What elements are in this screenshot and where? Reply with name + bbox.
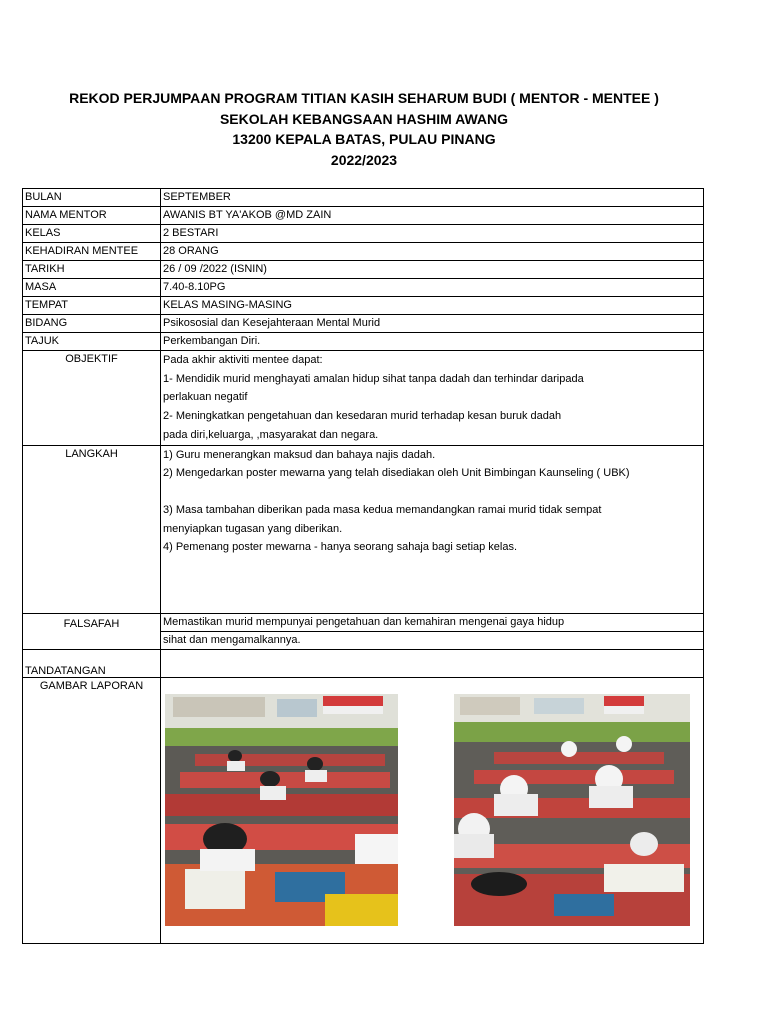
label-tajuk: TAJUK [23, 333, 161, 351]
value-bulan: SEPTEMBER [161, 189, 704, 207]
row-masa [23, 279, 704, 297]
label-masa: MASA [23, 279, 161, 297]
row-tajuk [23, 333, 704, 351]
value-tempat: KELAS MASING-MASING [161, 297, 704, 315]
row-bidang [23, 315, 704, 333]
value-objektif [161, 351, 704, 446]
objektif-line: 1- Mendidik murid menghayati amalan hidup sihat tanpa dadah dan terhindar daripada [163, 372, 584, 385]
label-mentor: NAMA MENTOR [23, 207, 161, 225]
value-falsafah-line-2: sihat dan mengamalkannya. [161, 631, 704, 649]
label-kelas: KELAS [23, 225, 161, 243]
row-kehadiran [23, 243, 704, 261]
row-tempat [23, 297, 704, 315]
objektif-line: Pada akhir aktiviti mentee dapat: [163, 354, 323, 366]
classroom-photo-1 [165, 694, 398, 926]
row-tandatangan [23, 649, 704, 677]
value-langkah [161, 445, 704, 613]
school-name: SEKOLAH KEBANGSAAN HASHIM AWANG [219, 110, 509, 127]
row-bulan [23, 189, 704, 207]
label-gambar: GAMBAR LAPORAN [23, 677, 161, 943]
langkah-spacer [163, 483, 701, 501]
label-tempat: TEMPAT [23, 297, 161, 315]
label-falsafah: FALSAFAH [23, 613, 161, 649]
value-falsafah-line-1: Memastikan murid mempunyai pengetahuan dan kemahiran mengenai gaya hidup [161, 613, 704, 631]
report-photo-2 [454, 694, 690, 926]
objektif-line: pada diri,keluarga, ,masyarakat dan negara. [163, 428, 379, 441]
value-tandatangan [161, 649, 704, 677]
objektif-line: 2- Meningkatkan pengetahuan dan kesedaran murid terhadap kesan buruk dadah [163, 410, 562, 423]
header-title: REKOD PERJUMPAAN PROGRAM TITIAN KASIH SEHARUM BUDI ( MENTOR - MENTEE ) [69, 90, 659, 106]
langkah-step-2: 2) Mengedarkan poster mewarna yang telah disediakan oleh Unit Bimbingan Kaunseling ( UBK) [163, 467, 630, 480]
row-tarikh [23, 261, 704, 279]
document-header [0, 88, 728, 170]
value-tarikh: 26 / 09 /2022 (ISNIN) [161, 261, 704, 279]
label-bidang: BIDANG [23, 315, 161, 333]
value-bidang: Psikososial dan Kesejahteraan Mental Murid [161, 315, 704, 333]
value-mentor: AWANIS BT YA'AKOB @MD ZAIN [161, 207, 704, 225]
label-langkah: LANGKAH [23, 445, 161, 613]
row-objektif [23, 351, 704, 446]
langkah-step-3-cont: menyiapkan tugasan yang diberikan. [163, 522, 343, 535]
label-kehadiran: KEHADIRAN MENTEE [23, 243, 161, 261]
label-tarikh: TARIKH [23, 261, 161, 279]
row-mentor [23, 207, 704, 225]
report-photo-1 [165, 694, 398, 926]
row-langkah [23, 445, 704, 613]
row-kelas [23, 225, 704, 243]
session-year: 2022/2023 [330, 151, 398, 168]
label-objektif: OBJEKTIF [23, 351, 161, 446]
value-kehadiran: 28 ORANG [161, 243, 704, 261]
label-tandatangan: TANDATANGAN [23, 649, 161, 677]
value-tajuk: Perkembangan Diri. [161, 333, 704, 351]
langkah-step-4: 4) Pemenang poster mewarna - hanya seorang sahaja bagi setiap kelas. [163, 541, 518, 554]
objektif-line: perlakuan negatif [163, 391, 248, 404]
value-kelas: 2 BESTARI [161, 225, 704, 243]
row-falsafah-1 [23, 613, 704, 631]
langkah-step-3: 3) Masa tambahan diberikan pada masa kedua memandangkan ramai murid tidak sempat [163, 503, 602, 516]
value-masa: 7.40-8.10PG [161, 279, 704, 297]
classroom-photo-2 [454, 694, 690, 926]
langkah-step-1: 1) Guru menerangkan maksud dan bahaya najis dadah. [163, 448, 436, 461]
label-bulan: BULAN [23, 189, 161, 207]
school-address: 13200 KEPALA BATAS, PULAU PINANG [232, 131, 496, 147]
